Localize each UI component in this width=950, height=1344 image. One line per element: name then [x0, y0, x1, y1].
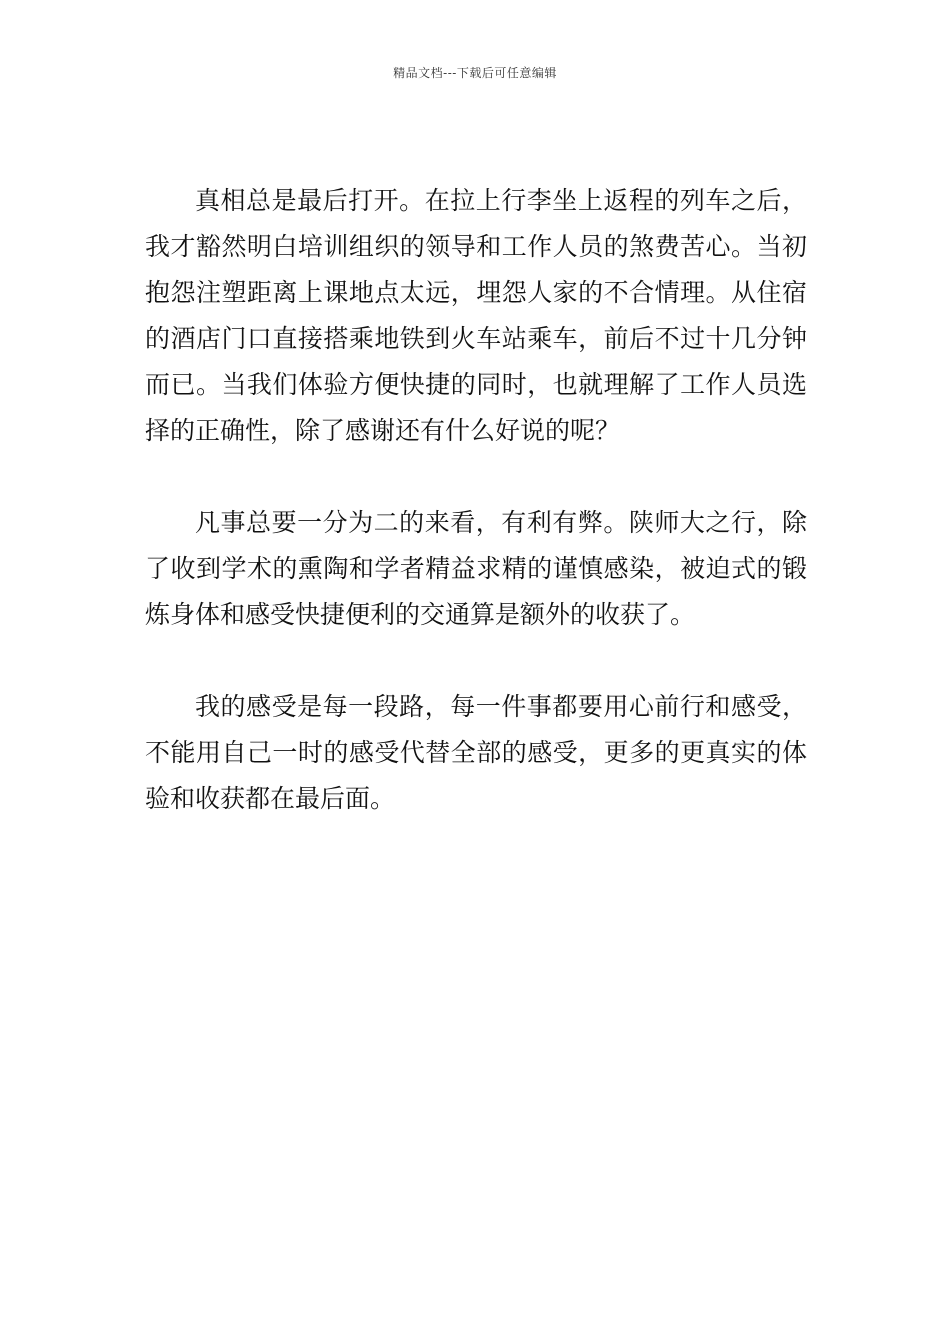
paragraph-2: 凡事总要一分为二的来看，有利有弊。陕师大之行，除了收到学术的熏陶和学者精益求精的谨慎感染，被迫式的锻炼身体和感受快捷便利的交通算是额外的收获了。: [145, 508, 807, 629]
paragraph-3: 我的感受是每一段路，每一件事都要用心前行和感受，不能用自己一时的感受代替全部的感受，更多的更真实的体验和收获都在最后面。: [145, 692, 807, 813]
page-header: 精品文档---下载后可任意编辑: [393, 66, 557, 80]
paragraph-1: 真相总是最后打开。在拉上行李坐上返程的列车之后，我才豁然明白培训组织的领导和工作人员的煞费苦心。当初抱怨注塑距离上课地点太远，埋怨人家的不合情理。从住宿的酒店门口直接搭乘地铁到火车站乘车，前后不过十几分钟而已。当我们体验方便快捷的同时，也就理解了工作人员选择的正确性，除了感谢还有什么好说的呢？: [145, 186, 807, 445]
document-body: [145, 178, 807, 822]
